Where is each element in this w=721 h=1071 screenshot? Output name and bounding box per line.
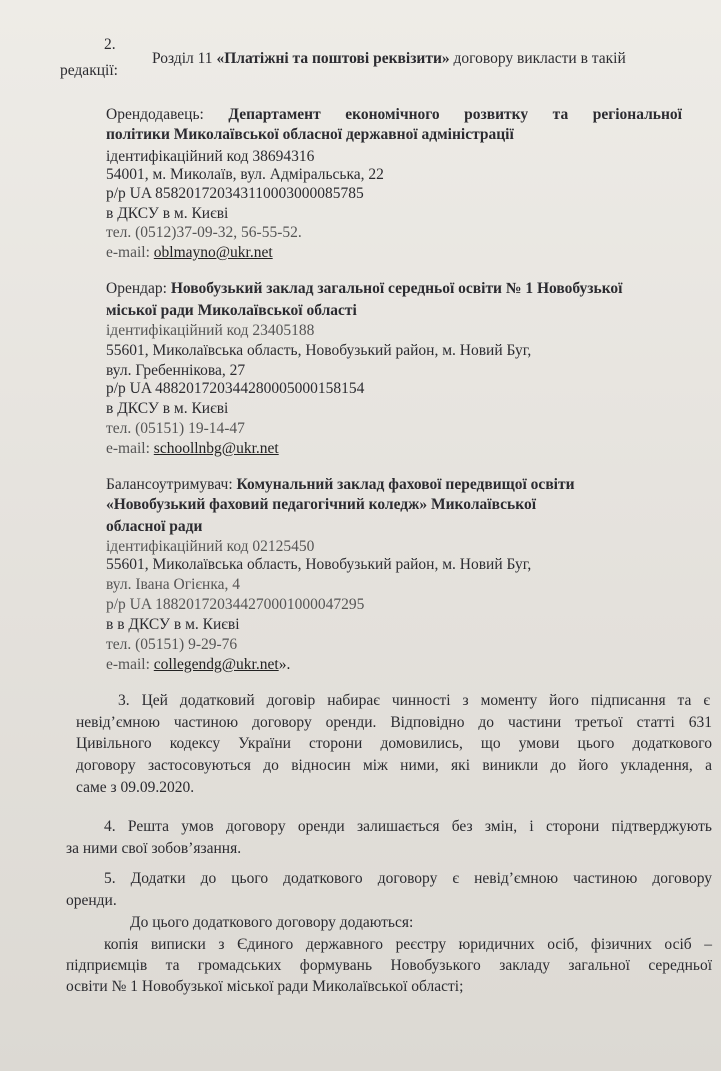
holder-phone: тел. (05151) 9-29-76 (106, 636, 238, 653)
landlord-name-1: Департамент економічного розвитку та регіональної (228, 106, 682, 123)
holder-email-line (106, 656, 290, 674)
holder-bank: в в ДКСУ в м. Києві (106, 616, 240, 633)
tenant-address-1: 55601, Миколаївська область, Новобузький район, м. Новий Буг, (106, 342, 532, 359)
section-2-heading (152, 50, 626, 68)
tenant-email-link[interactable]: schoollnbg@ukr.net (153, 440, 279, 457)
p5-line-6: освіти № 1 Новобузької міської ради Миколаївської області; (66, 978, 464, 995)
section-2-post: договору викласти в такій (449, 50, 626, 67)
section-2-continuation: редакції: (60, 62, 118, 79)
holder-name-2: «Новобузький фаховий педагогічний коледж» Миколаївської (106, 496, 536, 513)
p3-line-4: договору застосовуються до відносин між ними, які виникли до його укладення, а (76, 757, 712, 774)
tenant-account: р/р UA 488201720344280005000158154 (106, 380, 365, 397)
section-2-title: «Платіжні та поштові реквізити» (216, 50, 450, 67)
landlord-email-link[interactable]: oblmayno@ukr.net (153, 244, 273, 261)
landlord-address: 54001, м. Миколаїв, вул. Адміральська, 22 (106, 166, 384, 183)
section-2-pre: Розділ 11 (152, 50, 217, 67)
landlord-bank: в ДКСУ в м. Києві (106, 205, 229, 222)
p5-line-3: До цього додаткового договору додаються: (130, 914, 414, 931)
tenant-code: ідентифікаційний код 23405188 (106, 322, 315, 339)
landlord-line-1 (106, 106, 682, 124)
landlord-code: ідентифікаційний код 38694316 (106, 148, 315, 165)
landlord-email-label: e-mail: (106, 244, 154, 261)
tenant-phone: тел. (05151) 19-14-47 (106, 420, 245, 437)
holder-name-3: обласної ради (106, 518, 203, 535)
holder-address-2: вул. Івана Огієнка, 4 (106, 576, 241, 593)
landlord-role: Орендодавець: (106, 106, 229, 123)
tenant-bank: в ДКСУ в м. Києві (106, 400, 229, 417)
p5-line-1: 5. Додатки до цього додаткового договору є невід’ємною частиною договору (104, 870, 712, 887)
holder-line-1 (106, 476, 575, 494)
tenant-email-label: e-mail: (106, 440, 154, 457)
p5-line-4: копія виписки з Єдиного державного реєстру юридичних осіб, фізичних осіб – (104, 936, 712, 953)
p3-line-5: саме з 09.09.2020. (76, 779, 195, 796)
holder-role: Балансоутримувач: (106, 476, 237, 493)
holder-email-tail: ». (278, 656, 291, 673)
holder-email-label: e-mail: (106, 656, 154, 673)
tenant-name-2: міської ради Миколаївської області (106, 302, 357, 319)
p5-line-5: підприємців та громадських формувань Новобузького закладу загальної середньої (66, 957, 712, 974)
p3-line-2: невід’ємною частиною договору оренди. Відповідно до частини третьої статті 631 (76, 714, 712, 731)
p5-line-2: оренди. (66, 892, 117, 909)
tenant-address-2: вул. Гребеннікова, 27 (106, 362, 246, 379)
holder-code: ідентифікаційний код 02125450 (106, 538, 315, 555)
holder-name-1: Комунальний заклад фахової передвищої освіти (236, 476, 575, 493)
tenant-name-1: Новобузький заклад загальної середньої освіти № 1 Новобузької (170, 280, 623, 297)
landlord-name-2: політики Миколаївської обласної державної адміністрації (106, 126, 514, 143)
tenant-role: Орендар: (106, 280, 171, 297)
p4-line-2: за ними свої зобов’язання. (66, 840, 242, 857)
p3-line-3: Цивільного кодексу України сторони домовились, що умови цього додаткового (76, 735, 712, 752)
p3-line-1: 3. Цей додатковий договір набирає чинності з моменту його підписання та є (118, 692, 710, 709)
p4-line-1: 4. Решта умов договору оренди залишається без змін, і сторони підтверджують (104, 818, 712, 835)
holder-email-link[interactable]: collegendg@ukr.net (153, 656, 279, 673)
landlord-phone: тел. (0512)37-09-32, 56-55-52. (106, 224, 302, 241)
holder-address-1: 55601, Миколаївська область, Новобузький район, м. Новий Буг, (106, 556, 532, 573)
holder-account: р/р UA 188201720344270001000047295 (106, 596, 365, 613)
landlord-email-line (106, 244, 273, 262)
landlord-account: р/р UA 858201720343110003000085785 (106, 185, 364, 202)
tenant-line-1 (106, 280, 623, 298)
tenant-email-line (106, 440, 279, 458)
section-2-number: 2. (104, 36, 116, 53)
